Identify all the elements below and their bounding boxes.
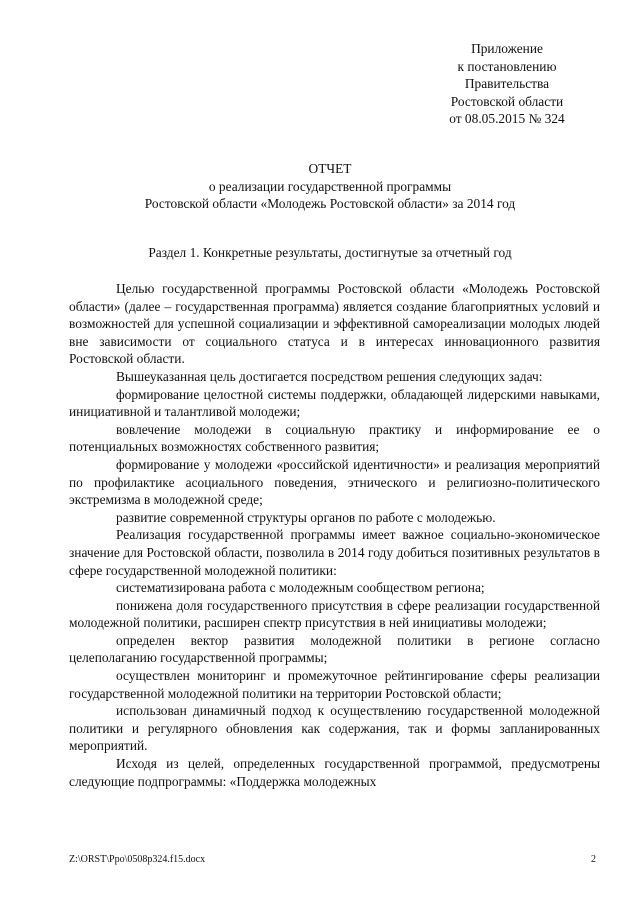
body-paragraph: Исходя из целей, определенных государственной программой, предусмотрены следующие подпрограммы: «Поддержка молодежных bbox=[69, 756, 600, 789]
body-paragraph: формирование целостной системы поддержки, обладающей лидерскими навыками, инициативной и талантливой молодежи; bbox=[69, 386, 600, 420]
body-paragraph: формирование у молодежи «российской идентичности» и реализация мероприятий по профилактике асоциального поведения, этнического и религиозно-политического экстремизма в молодежной среде; bbox=[69, 456, 600, 508]
body-paragraph: понижена доля государственного присутствия в сфере реализации государственной молодежной политики, расширен спектр присутствия в ней инициативы молодежи; bbox=[69, 597, 600, 631]
appendix-line: от 08.05.2015 № 324 bbox=[449, 111, 565, 127]
body-paragraph: развитие современной структуры органов по работе с молодежью. bbox=[116, 509, 496, 525]
page-number: 2 bbox=[591, 854, 596, 865]
appendix-line: Приложение bbox=[471, 41, 543, 56]
report-subtitle-line: о реализации государственной программы bbox=[208, 178, 452, 194]
report-title: ОТЧЕТ bbox=[308, 161, 352, 176]
document-body bbox=[69, 280, 600, 790]
appendix-block bbox=[420, 40, 594, 128]
report-title-block bbox=[60, 160, 600, 213]
body-paragraph: вовлечение молодежи в социальную практику и информирование ее о потенциальных возможностях собственного развития; bbox=[69, 421, 600, 455]
body-paragraph: определен вектор развития молодежной политики в регионе согласно целеполаганию государственной программы; bbox=[69, 632, 600, 666]
body-paragraph: Реализация государственной программы имеет важное социально-экономическое значение для Ростовской области, позволила в 2014 году добиться позитивных результатов в сфере государственной молодежной политики: bbox=[69, 527, 600, 578]
body-paragraph: осуществлен мониторинг и промежуточное рейтингирование сферы реализации государственной молодежной политики на территории Ростовской области; bbox=[69, 668, 600, 701]
body-paragraph: Целью государственной программы Ростовской области «Молодежь Ростовской области» (далее – государственная программа) является создание благоприятных условий и возможностей для успешной социализации и эффективной самореализации молодых людей вне зависимости от социального статуса и в интересах инновационного развития Ростовской области. bbox=[69, 281, 600, 367]
section-heading: Раздел 1. Конкретные результаты, достигнутые за отчетный год bbox=[148, 245, 512, 260]
body-paragraph: использован динамичный подход к осуществлению государственной молодежной политики и регулярного обновления как содержания, так и формы запланированных мероприятий. bbox=[69, 703, 600, 754]
body-paragraph: Вышеуказанная цель достигается посредством решения следующих задач: bbox=[116, 368, 543, 384]
appendix-line: Правительства bbox=[464, 76, 550, 92]
appendix-line: Ростовской области bbox=[450, 93, 564, 109]
footer-file-path: Z:\ORST\Ppo\0508p324.f15.docx bbox=[69, 854, 206, 865]
report-subtitle-line: Ростовской области «Молодежь Ростовской области» за 2014 год bbox=[144, 196, 516, 212]
body-paragraph: систематизирована работа с молодежным сообществом региона; bbox=[116, 580, 485, 596]
appendix-line: к постановлению bbox=[457, 58, 557, 74]
